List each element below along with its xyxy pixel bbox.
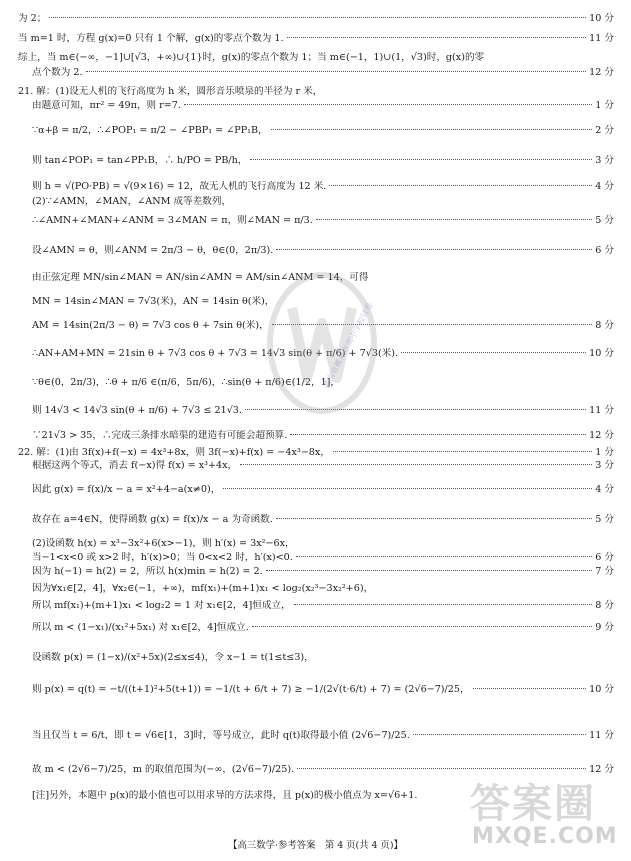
dot-leader (294, 604, 593, 605)
dot-leader (86, 71, 587, 72)
solution-line (32, 790, 614, 802)
solution-line (32, 652, 614, 664)
dot-leader (401, 352, 586, 353)
solution-line (32, 272, 614, 284)
solution-line (32, 245, 614, 257)
score-label: 10 分 (589, 348, 614, 359)
solution-line (32, 538, 614, 550)
score-label: 5 分 (595, 215, 614, 226)
solution-text: 因为∀x₁∈[2，4]，∀x₂∈(−1，+∞)，mf(x₁)+(m+1)x₁ < log₂(x₂³−3x₂²+6)， (32, 583, 374, 594)
dot-leader (296, 556, 592, 557)
solution-line (32, 215, 614, 227)
solution-line (32, 684, 614, 696)
score-label: 8 分 (595, 600, 614, 611)
solution-line (32, 155, 614, 167)
solution-line (32, 430, 614, 442)
dot-leader (240, 464, 592, 465)
solution-text: 因此 g(x) = f(x)/x − a = x²+4−a(x≠0)， (32, 484, 221, 495)
solution-line (18, 52, 614, 64)
solution-text: MN = 14sin∠MAN = 7√3(米)，AN = 14sin θ(米)， (32, 296, 275, 307)
solution-text: ∵α+β = π/2，∴∠POP₁ = π/2 − ∠PBP₁ = ∠PP₁B， (32, 125, 268, 136)
solution-line (32, 405, 614, 417)
dot-leader (184, 104, 592, 105)
solution-text: 因为 h(−1) = h(2) = 2，所以 h(x)min = h(2) = 2. (32, 566, 263, 577)
dot-leader (223, 488, 592, 489)
solution-text: 当 m=1 时，方程 g(x)=0 只有 1 个解，g(x)的零点个数为 1. (18, 33, 284, 44)
score-label: 12 分 (589, 764, 614, 775)
solution-text: 由正弦定理 MN/sin∠MAN = AN/sin∠AMN = AM/sin∠ANM = 14，可得 (32, 272, 369, 283)
score-label: 6 分 (595, 245, 614, 256)
score-label: 4 分 (595, 484, 614, 495)
solution-line (18, 33, 614, 45)
page-footer: 【高三数学·参考答案 第 4 页(共 4 页)】 (228, 840, 403, 851)
dot-leader (272, 324, 593, 325)
solution-line (32, 566, 614, 578)
score-label: 2 分 (595, 125, 614, 136)
dot-leader (252, 626, 593, 627)
watermark-side-text: 湖南省郴州市高中学校试卷 (321, 301, 375, 390)
solution-line (32, 484, 614, 496)
score-label: 3 分 (595, 460, 614, 471)
solution-text: 故 m < (2√6−7)/25，m 的取值范围为(−∞，(2√6−7)/25). (32, 764, 295, 775)
score-label: 6 分 (595, 552, 614, 563)
dot-leader (49, 17, 586, 18)
dot-leader (316, 219, 592, 220)
solution-line (32, 181, 614, 193)
score-label: 11 分 (589, 405, 614, 416)
solution-text: 所以 mf(x₁)+(m+1)x₁ < log₂2 = 1 对 x₁∈[2，4]恒成立， (32, 600, 291, 611)
dot-leader (276, 249, 592, 250)
solution-text: 21. 解：(1)设无人机的飞行高度为 h 米，圆形音乐喷泉的半径为 r 米， (18, 86, 323, 97)
score-label: 12 分 (589, 430, 614, 441)
solution-line (32, 730, 614, 742)
solution-text: ∵θ∈(0，2π/3)，∴θ + π/6 ∈(π/6，5π/6)，∴sin(θ + π/6)∈(1/2，1]， (32, 377, 341, 388)
solution-text: 由题意可知，πr² = 49π，则 r=7. (32, 100, 181, 111)
logo-watermark-url: MXQE.COM (472, 824, 618, 849)
solution-text: 当且仅当 t = 6/t，即 t = √6∈[1，3]时，等号成立，此时 q(t)取得最小值 (2√6−7)/25. (32, 730, 410, 741)
dot-leader (333, 451, 592, 452)
solution-line (32, 622, 614, 634)
score-label: 3 分 (595, 155, 614, 166)
solution-text: (2)∵∠AMN，∠MAN，∠ANM 成等差数列， (32, 196, 232, 207)
score-label: 11 分 (589, 33, 614, 44)
score-label: 10 分 (589, 13, 614, 24)
solution-line (32, 320, 614, 332)
solution-text: ∴∠AMN+∠MAN+∠ANM = 3∠MAN = π，则∠MAN = π/3. (32, 215, 313, 226)
score-label: 1 分 (595, 100, 614, 111)
solution-line (18, 447, 614, 459)
solution-text: 所以 m < (1−x₁)/(x₁²+5x₁) 对 x₁∈[2，4]恒成立. (32, 622, 249, 633)
solution-line (32, 552, 614, 564)
solution-text: 当−1<x<0 或 x>2 时，h′(x)>0；当 0<x<2 时，h′(x)<0. (32, 552, 293, 563)
dot-leader (290, 434, 586, 435)
dot-leader (473, 688, 587, 689)
solution-text: AM = 14sin(2π/3 − θ) = 7√3 cos θ + 7sin θ(米)， (32, 320, 269, 331)
solution-line (32, 460, 614, 472)
solution-text: ∵21√3 > 35，∴完成三条排水暗渠的建造有可能会超预算. (32, 430, 288, 441)
solution-text: 根据这两个等式，消去 f(−x)得 f(x) = x³+4x， (32, 460, 238, 471)
solution-line (32, 67, 614, 79)
score-label: 4 分 (595, 181, 614, 192)
score-label: 5 分 (595, 514, 614, 525)
solution-line (32, 100, 614, 112)
score-label: 12 分 (589, 67, 614, 78)
solution-line (32, 583, 614, 595)
dot-leader (287, 37, 587, 38)
score-label: 8 分 (595, 320, 614, 331)
solution-line (32, 600, 614, 612)
solution-text: 22. 解：(1)由 3f(x)+f(−x) = 4x³+8x，则 3f(−x)+f(x) = −4x³−8x， (18, 447, 330, 458)
score-label: 7 分 (595, 566, 614, 577)
score-label: 1 分 (595, 447, 614, 458)
solution-line (32, 348, 614, 360)
solution-text: 则 h = √(PO·PB) = √(9×16) = 12，故无人机的飞行高度为 12 米. (32, 181, 327, 192)
solution-line (32, 196, 614, 208)
solution-text: 为 2； (18, 13, 47, 24)
score-label: 9 分 (595, 622, 614, 633)
solution-text: 点个数为 2. (32, 67, 83, 78)
solution-line (18, 13, 614, 25)
score-label: 11 分 (589, 730, 614, 741)
dot-leader (297, 768, 586, 769)
solution-text: 则 14√3 < 14√3 sin(θ + π/6) + 7√3 ≤ 21√3. (32, 405, 242, 416)
dot-leader (413, 734, 586, 735)
solution-line (18, 86, 614, 98)
solution-line (32, 296, 614, 308)
solution-text: 则 tan∠POP₁ = tan∠PP₁B，∴ h/PO = PB/h， (32, 155, 248, 166)
solution-line (32, 125, 614, 137)
dot-leader (266, 570, 593, 571)
solution-text: (2)设函数 h(x) = x³−3x²+6(x>−1)，则 h′(x) = 3x²−6x， (32, 538, 295, 549)
logo-watermark-title: 答案圈 (470, 781, 596, 827)
solution-text: 设函数 p(x) = (1−x)/(x²+5x)(2≤x≤4)，令 x−1 = t(1≤t≤3)， (32, 652, 314, 663)
solution-text: 综上，当 m∈(−∞，−1]∪[√3，+∞)∪{1}时，g(x)的零点个数为 1；当 m∈(−1，1)∪(1，√3)时，g(x)的零 (18, 52, 485, 63)
solution-text: 设∠AMN = θ，则∠ANM = 2π/3 − θ，θ∈(0，2π/3). (32, 245, 274, 256)
dot-leader (250, 159, 592, 160)
solution-text: 则 p(x) = q(t) = −t/((t+1)²+5(t+1)) = −1/(t + 6/t + 7) ≥ −1/(2√(t·6/t) + 7) = (2√6−7)/25， (32, 684, 470, 695)
score-label: 10 分 (589, 684, 614, 695)
solution-line (32, 764, 614, 776)
solution-text: 故存在 a=4∈N，使得函数 g(x) = f(x)/x − a 为奇函数. (32, 514, 273, 525)
solution-text: [注]另外，本题中 p(x)的最小值也可以用求导的方法求得，且 p(x)的极小值点为 x=√6+1. (32, 790, 418, 801)
dot-leader (271, 129, 593, 130)
solution-line (32, 514, 614, 526)
dot-leader (329, 185, 592, 186)
solution-text: ∴AN+AM+MN = 21sin θ + 7√3 cos θ + 7√3 = 14√3 sin(θ + π/6) + 7√3(米). (32, 348, 399, 359)
dot-leader (245, 409, 586, 410)
dot-leader (276, 518, 592, 519)
